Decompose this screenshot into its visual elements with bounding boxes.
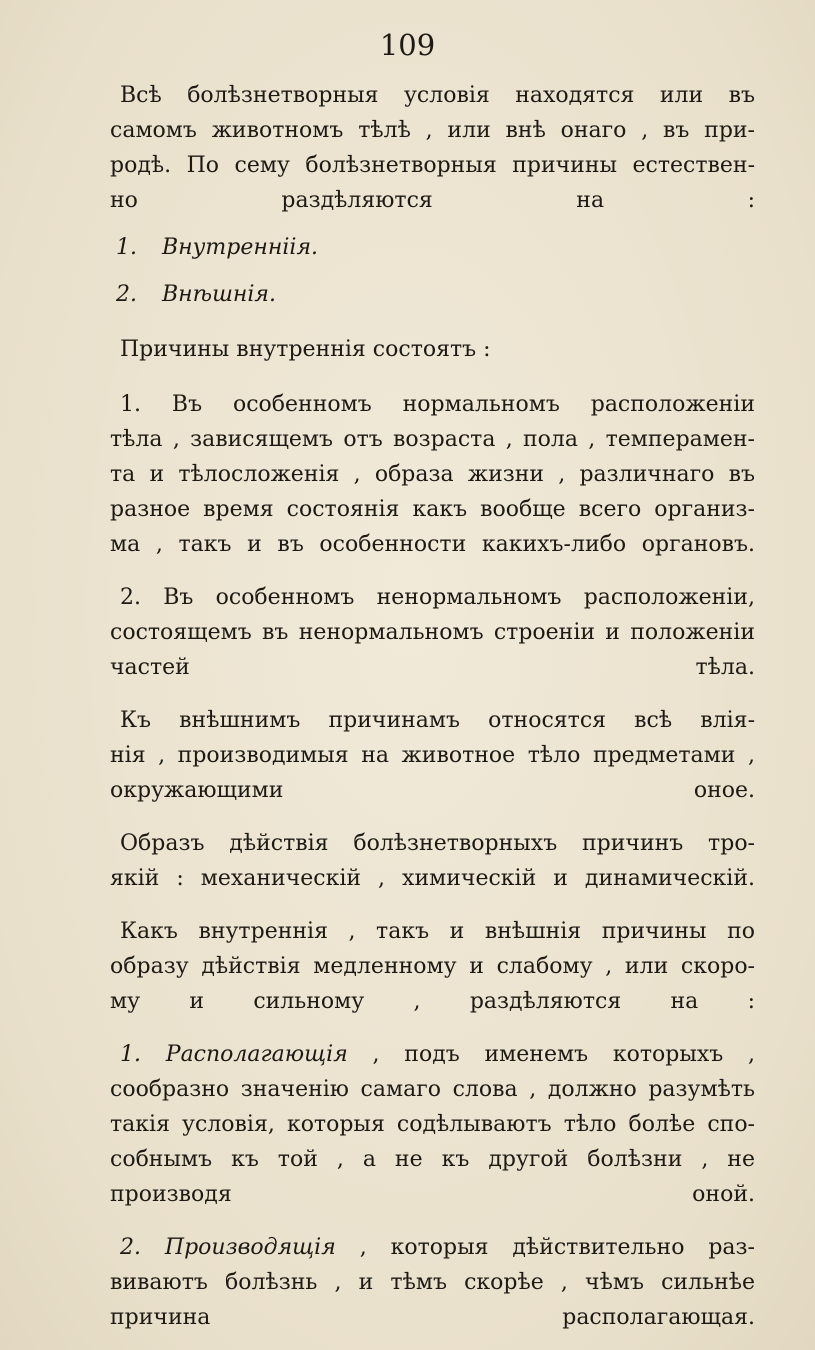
text-line: родѣ. По сему болѣзнетворныя причины естествен- bbox=[110, 153, 755, 178]
text-line: нія , производимыя на животное тѣло предметами , bbox=[110, 743, 755, 768]
paragraph-2: Причины внутреннія состоятъ : bbox=[120, 337, 491, 362]
list-internal-external bbox=[110, 230, 755, 312]
page-number: 109 bbox=[379, 28, 436, 62]
list-item-text: Внутренніія. bbox=[162, 235, 318, 260]
paragraph-7 bbox=[110, 914, 755, 1019]
text-line: образу дѣйствія медленному и слабому , или скоро- bbox=[110, 954, 755, 979]
paragraph-8 bbox=[110, 1037, 755, 1212]
text-line: му и сильному , раздѣляются на : bbox=[110, 989, 755, 1014]
text-line: тѣла , зависящемъ отъ возраста , пола , темперамен- bbox=[110, 427, 755, 452]
text-line: частей тѣла. bbox=[110, 655, 755, 680]
text-line: якій : механическій , химическій и динамическій. bbox=[110, 866, 755, 891]
text-line: ма , такъ и въ особенности какихъ-либо органовъ. bbox=[110, 532, 755, 557]
text-line: Къ внѣшнимъ причинамъ относятся всѣ влія- bbox=[120, 708, 755, 733]
page-body bbox=[110, 78, 755, 1335]
text-line bbox=[110, 1230, 755, 1265]
list-item-number: 2. bbox=[116, 282, 137, 307]
text-line: Всѣ болѣзнетворныя условія находятся или въ bbox=[120, 83, 755, 108]
text-line: разное время состоянія какъ вообще всего организ- bbox=[110, 497, 755, 522]
paragraph-1 bbox=[110, 78, 755, 218]
text-line: собнымъ къ той , а не къ другой болѣзни , не bbox=[110, 1147, 755, 1172]
text-line: производя оной. bbox=[110, 1182, 755, 1207]
text-line: виваютъ болѣзнь , и тѣмъ скорѣе , чѣмъ сильнѣе bbox=[110, 1270, 755, 1295]
text-line: 1. Въ особенномъ нормальномъ расположеніи bbox=[120, 392, 755, 417]
list-item bbox=[110, 230, 755, 265]
list-item bbox=[110, 277, 755, 312]
list-item-number: 1. bbox=[116, 235, 137, 260]
paragraph-5 bbox=[110, 703, 755, 808]
text-line bbox=[110, 1037, 755, 1072]
text-line: та и тѣлосложенія , образа жизни , различнаго въ bbox=[110, 462, 755, 487]
paragraph-4 bbox=[110, 580, 755, 685]
text-line: самомъ животномъ тѣлѣ , или внѣ онаго , въ при- bbox=[110, 118, 755, 143]
paragraph-3 bbox=[110, 387, 755, 562]
text-line: Образъ дѣйствія болѣзнетворныхъ причинъ тро- bbox=[120, 831, 755, 856]
text-line: окружающими оное. bbox=[110, 778, 755, 803]
term-predisposing: Располагающія bbox=[165, 1042, 348, 1067]
text-line: сообразно значенію самаго слова , должно разумѣть bbox=[110, 1077, 755, 1102]
list-item-text: Внѣшнія. bbox=[162, 282, 276, 307]
item-number: 1. bbox=[120, 1042, 141, 1067]
term-producing: Производящія bbox=[164, 1235, 336, 1260]
text-line: 2. Въ особенномъ ненормальномъ расположеніи, bbox=[120, 585, 755, 610]
text-fragment: , которыя дѣйствительно раз- bbox=[359, 1235, 755, 1260]
item-number: 2. bbox=[120, 1235, 141, 1260]
paragraph-9 bbox=[110, 1230, 755, 1335]
text-line: Какъ внутреннія , такъ и внѣшнія причины по bbox=[120, 919, 755, 944]
text-line: состоящемъ въ ненормальномъ строеніи и положеніи bbox=[110, 620, 755, 645]
text-line: но раздѣляются на : bbox=[110, 188, 755, 213]
text-fragment: , подъ именемъ которыхъ , bbox=[372, 1042, 756, 1067]
text-line: причина располагающая. bbox=[110, 1305, 755, 1330]
text-line: такія условія, которыя содѣлываютъ тѣло болѣе спо- bbox=[110, 1112, 755, 1137]
paragraph-6 bbox=[110, 826, 755, 896]
